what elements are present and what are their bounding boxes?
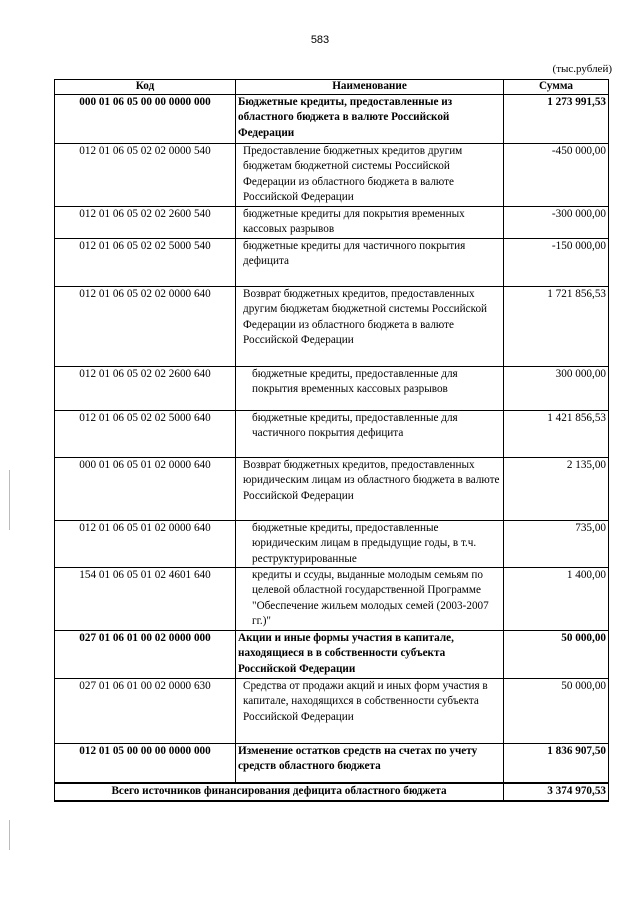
total-label: Всего источников финансирования дефицита областного бюджета — [55, 783, 504, 801]
row-code: 012 01 06 05 02 02 0000 540 — [55, 144, 236, 207]
row-code: 027 01 06 01 00 02 0000 000 — [55, 631, 236, 679]
header-code: Код — [55, 80, 236, 95]
row-name: бюджетные кредиты для частичного покрытия дефицита — [236, 238, 504, 286]
row-code: 012 01 05 00 00 00 0000 000 — [55, 744, 236, 783]
row-code: 027 01 06 01 00 02 0000 630 — [55, 679, 236, 744]
row-code: 012 01 06 05 02 02 5000 640 — [55, 410, 236, 457]
row-code: 012 01 06 05 02 02 0000 640 — [55, 286, 236, 366]
row-name: Бюджетные кредиты, предоставленные из областного бюджета в валюте Российской Федерации — [236, 95, 504, 144]
row-sum: -450 000,00 — [504, 144, 609, 207]
row-sum: 2 135,00 — [504, 457, 609, 520]
budget-sources-table — [54, 79, 609, 802]
row-name: бюджетные кредиты, предоставленные для частичного покрытия дефицита — [236, 410, 504, 457]
row-sum: 1 273 991,53 — [504, 95, 609, 144]
row-sum: -150 000,00 — [504, 238, 609, 286]
row-code: 012 01 06 05 02 02 2600 540 — [55, 207, 236, 239]
row-name: Предоставление бюджетных кредитов другим бюджетам бюджетной системы Российской Федерации из областного бюджета в валюте Российской Федерации — [236, 144, 504, 207]
table-row — [55, 568, 609, 631]
row-name: Возврат бюджетных кредитов, предоставленных юридическим лицам из областного бюджета в валюте Российской Федерации — [236, 457, 504, 520]
table-row — [55, 144, 609, 207]
row-code: 000 01 06 05 01 02 0000 640 — [55, 457, 236, 520]
row-name: бюджетные кредиты для покрытия временных кассовых разрывов — [236, 207, 504, 239]
table-row — [55, 207, 609, 239]
row-sum: 300 000,00 — [504, 366, 609, 410]
row-code: 154 01 06 05 01 02 4601 640 — [55, 568, 236, 631]
table-row — [55, 366, 609, 410]
row-name: Средства от продажи акций и иных форм участия в капитале, находящихся в собственности субъекта Российской Федерации — [236, 679, 504, 744]
row-sum: 50 000,00 — [504, 631, 609, 679]
units-label: (тыс.рублей) — [552, 63, 612, 75]
row-code: 012 01 06 05 02 02 2600 640 — [55, 366, 236, 410]
row-name: кредиты и ссуды, выданные молодым семьям по целевой областной государственной Программе "Обеспечение жильем молодых семей (2003-2007 гг.)" — [236, 568, 504, 631]
row-code: 012 01 06 05 01 02 0000 640 — [55, 520, 236, 567]
table-row — [55, 410, 609, 457]
table-row — [55, 95, 609, 144]
row-sum: 50 000,00 — [504, 679, 609, 744]
header-name: Наименование — [236, 80, 504, 95]
table-row — [55, 520, 609, 567]
row-sum: 1 421 856,53 — [504, 410, 609, 457]
row-code: 000 01 06 05 00 00 0000 000 — [55, 95, 236, 144]
scan-edge-mark — [9, 820, 10, 850]
table-row — [55, 238, 609, 286]
row-name: Возврат бюджетных кредитов, предоставленных другим бюджетам бюджетной системы Российской Федерации из областного бюджета в валюте Российской Федерации — [236, 286, 504, 366]
header-sum: Сумма — [504, 80, 609, 95]
row-code: 012 01 06 05 02 02 5000 540 — [55, 238, 236, 286]
table-row — [55, 457, 609, 520]
table-row — [55, 286, 609, 366]
row-sum: 1 836 907,50 — [504, 744, 609, 783]
total-row — [55, 783, 609, 801]
row-name: бюджетные кредиты, предоставленные юридическим лицам в предыдущие годы, в т.ч. реструктурированные — [236, 520, 504, 567]
row-name: Акции и иные формы участия в капитале, находящиеся в в собственности субъекта Российской Федерации — [236, 631, 504, 679]
table-row — [55, 679, 609, 744]
row-name: бюджетные кредиты, предоставленные для покрытия временных кассовых разрывов — [236, 366, 504, 410]
row-sum: 1 721 856,53 — [504, 286, 609, 366]
row-sum: 1 400,00 — [504, 568, 609, 631]
page-number: 583 — [310, 34, 330, 46]
scan-edge-mark — [9, 470, 10, 530]
table-row — [55, 744, 609, 783]
total-sum: 3 374 970,53 — [504, 783, 609, 801]
table-header-row — [55, 80, 609, 95]
table-row — [55, 631, 609, 679]
row-name: Изменение остатков средств на счетах по учету средств областного бюджета — [236, 744, 504, 783]
row-sum: 735,00 — [504, 520, 609, 567]
row-sum: -300 000,00 — [504, 207, 609, 239]
